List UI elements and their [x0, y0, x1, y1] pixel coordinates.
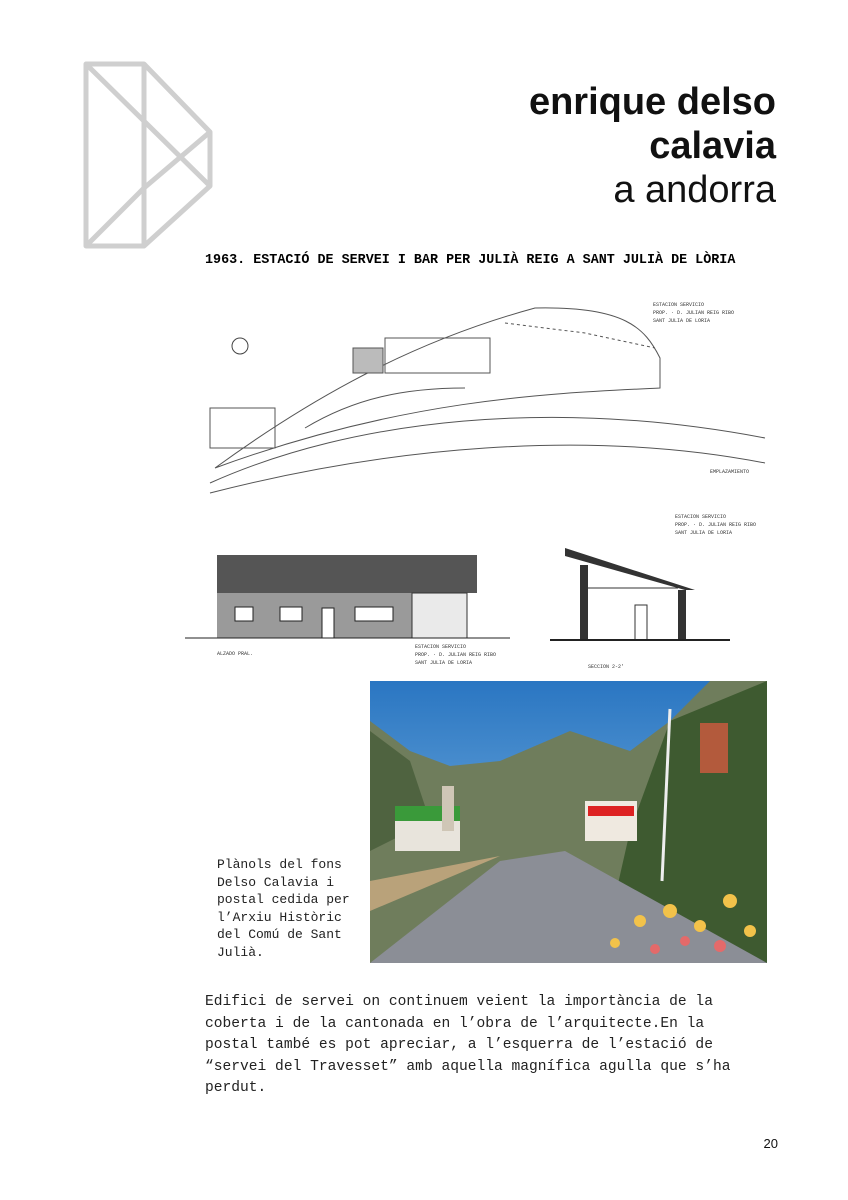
body-line: Edifici de servei on continuem veient la importància de la [205, 994, 713, 1010]
body-line: postal també es pot apreciar, a l’esquerra de l’estació de [205, 1037, 713, 1053]
elevation-label: ALZADO PRAL. [217, 651, 254, 657]
title-line-3: a andorra [613, 169, 776, 211]
site-plan-label: EMPLAZAMIENTO [710, 469, 750, 475]
caption-line: Plànols del fons [217, 857, 342, 872]
section-label: SECCION 2-2' [588, 664, 625, 670]
body-line: perdut. [205, 1080, 267, 1096]
image-caption [217, 856, 362, 961]
page-number: 20 [763, 1136, 778, 1151]
section-drawing [540, 510, 775, 675]
title-line-1: enrique delso [528, 81, 776, 123]
section-heading: 1963. ESTACIÓ DE SERVEI I BAR PER JULIÀ REIG A SANT JULIÀ DE LÒRIA [205, 253, 736, 268]
caption-line: del Comú de Sant [217, 927, 342, 942]
elevation-drawing [185, 510, 515, 665]
page-title [529, 80, 776, 212]
elevation-plan-title: ESTACION SERVICIO [415, 644, 467, 650]
delso-logo [82, 60, 214, 250]
title-line-2: calavia [649, 125, 776, 167]
section-plan-title: ESTACION SERVICIO [675, 514, 727, 520]
caption-line: Delso Calavia i [217, 874, 335, 890]
elevation-plan-place: SANT JULIA DE LORIA [415, 660, 473, 665]
section-plan-owner: PROP. · D. JULIAN REIG RIBO [675, 522, 757, 528]
site-plan-owner: PROP. · D. JULIAN REIG RIBO [653, 310, 735, 316]
body-paragraph [205, 992, 780, 1100]
postcard-photo [370, 681, 767, 963]
site-plan-place: SANT JULIA DE LORIA [653, 318, 711, 324]
site-plan-drawing [205, 298, 771, 496]
caption-line: Julià. [217, 944, 264, 960]
body-line: coberta i de la cantonada en l’obra de l’arquitecte.En la [205, 1015, 705, 1032]
body-line: “servei del Travesset” amb aquella magnífica agulla que s’ha [205, 1058, 731, 1075]
elevation-plan-owner: PROP. · D. JULIAN REIG RIBO [415, 652, 497, 658]
caption-line: postal cedida per [217, 892, 350, 907]
section-plan-place: SANT JULIA DE LORIA [675, 530, 733, 536]
site-plan-title: ESTACION SERVICIO [653, 302, 705, 308]
caption-line: l’Arxiu Històric [217, 909, 342, 925]
